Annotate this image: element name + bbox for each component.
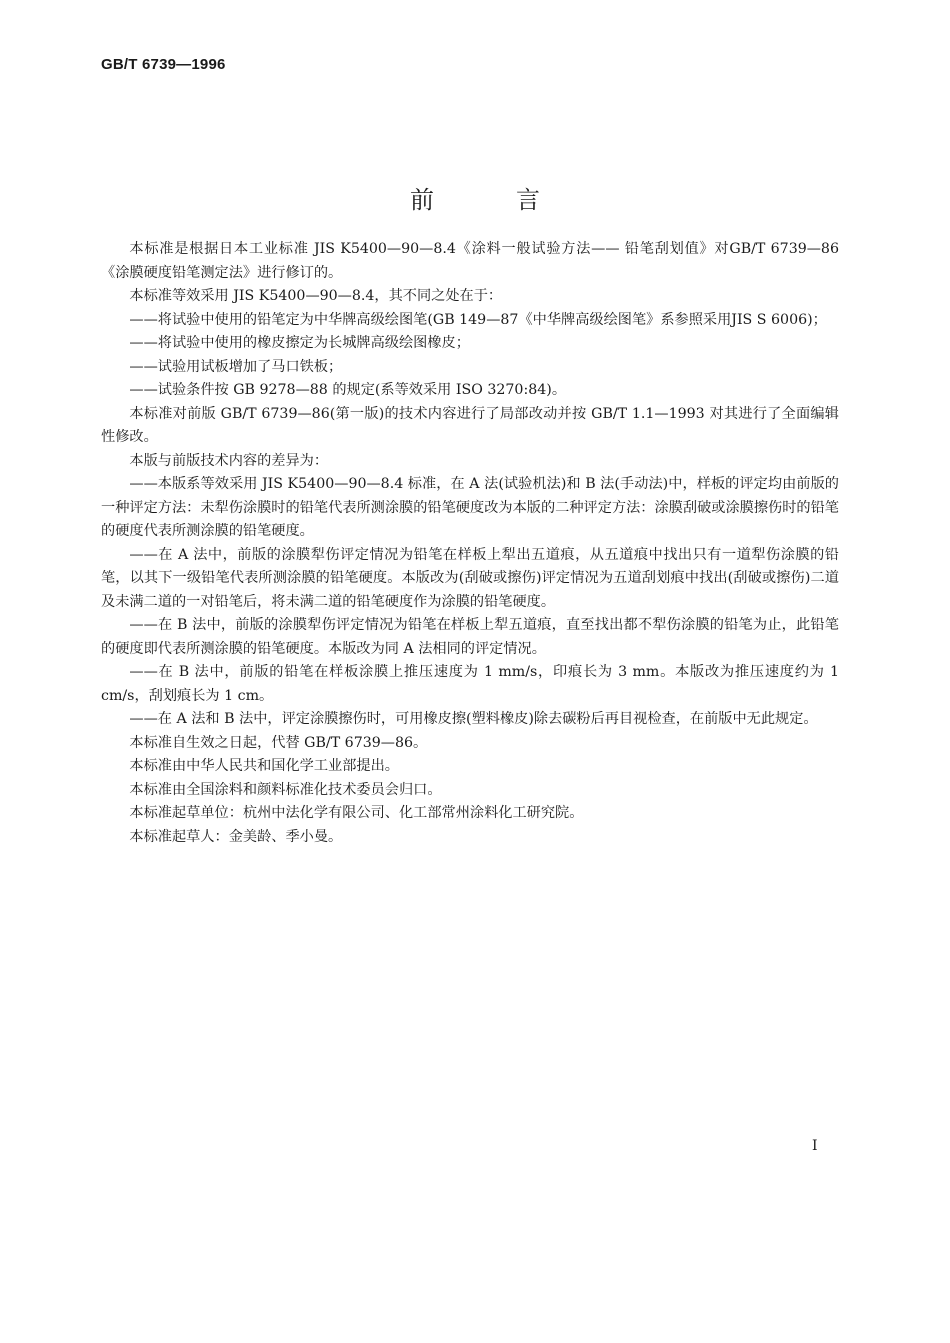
paragraph: 本标准自生效之日起，代替 GB/T 6739—86。 <box>129 734 428 751</box>
paragraph: ——将试验中使用的铅笔定为中华牌高级绘图笔(GB 149—87《中华牌高级绘图笔》系参照采用JIS S 6006)； <box>129 311 827 328</box>
paragraph: ——在 A 法和 B 法中，评定涂膜擦伤时，可用橡皮擦(塑料橡皮)除去碳粉后再目视检查，在前版中无此规定。 <box>129 711 818 727</box>
paragraph: 本标准起草单位：杭州中法化学有限公司、化工部常州涂料化工研究院。 <box>129 805 584 821</box>
standard-number: GB/T 6739—1996 <box>101 56 226 73</box>
paragraph: 本标准由中华人民共和国化学工业部提出。 <box>129 758 399 774</box>
paragraph: ——在 A 法中，前版的涂膜犁伤评定情况为铅笔在样板上犁出五道痕，从五道痕中找出只有一道犁伤涂膜的铅笔，以其下一级铅笔代表所测涂膜的铅笔硬度。本版改为(刮破或擦伤)评定情况为五道刮划痕中找出(刮破或擦伤)二道及未满二道的一对铅笔后，将未满二道的铅笔硬度作为涂膜的铅笔硬度。 <box>101 546 839 610</box>
paragraph: 本标准等效采用 JIS K5400—90—8.4，其不同之处在于： <box>129 288 503 304</box>
paragraph: ——本版系等效采用 JIS K5400—90—8.4 标准，在 A 法(试验机法)和 B 法(手动法)中，样板的评定均由前版的一种评定方法：未犁伤涂膜时的铅笔代表所测涂膜的铅笔硬度改为本版的二种评定方法：涂膜刮破或涂膜擦伤时的铅笔的硬度代表所测涂膜的铅笔硬度。 <box>101 476 839 539</box>
foreword-body <box>101 238 839 849</box>
paragraph: ——将试验中使用的橡皮擦定为长城牌高级绘图橡皮； <box>129 335 470 351</box>
page-title: 前言 <box>410 186 622 214</box>
paragraph: ——在 B 法中，前版的铅笔在样板涂膜上推压速度为 1 mm/s，印痕长为 3 mm。本版改为推压速度约为 1 cm/s，刮划痕长为 1 cm。 <box>101 664 839 704</box>
page-number: I <box>812 1138 818 1154</box>
paragraph: ——试验用试板增加了马口铁板； <box>129 358 343 375</box>
paragraph: 本标准对前版 GB/T 6739—86(第一版)的技术内容进行了局部改动并按 GB/T 1.1—1993 对其进行了全面编辑性修改。 <box>101 405 839 445</box>
paragraph: 本版与前版技术内容的差异为： <box>129 452 329 469</box>
paragraph: 本标准是根据日本工业标准 JIS K5400—90—8.4《涂料一般试验方法—— 铅笔刮划值》对GB/T 6739—86《涂膜硬度铅笔测定法》进行修订的。 <box>101 241 839 281</box>
paragraph: 本标准起草人：金美龄、季小曼。 <box>129 828 343 845</box>
paragraph: ——在 B 法中，前版的涂膜犁伤评定情况为铅笔在样板上犁五道痕，直至找出都不犁伤涂膜的铅笔为止，此铅笔的硬度即代表所测涂膜的铅笔硬度。本版改为同 A 法相同的评定情况。 <box>101 617 839 657</box>
paragraph: 本标准由全国涂料和颜料标准化技术委员会归口。 <box>129 781 442 798</box>
paragraph: ——试验条件按 GB 9278—88 的规定(系等效采用 ISO 3270:84)。 <box>129 382 567 398</box>
